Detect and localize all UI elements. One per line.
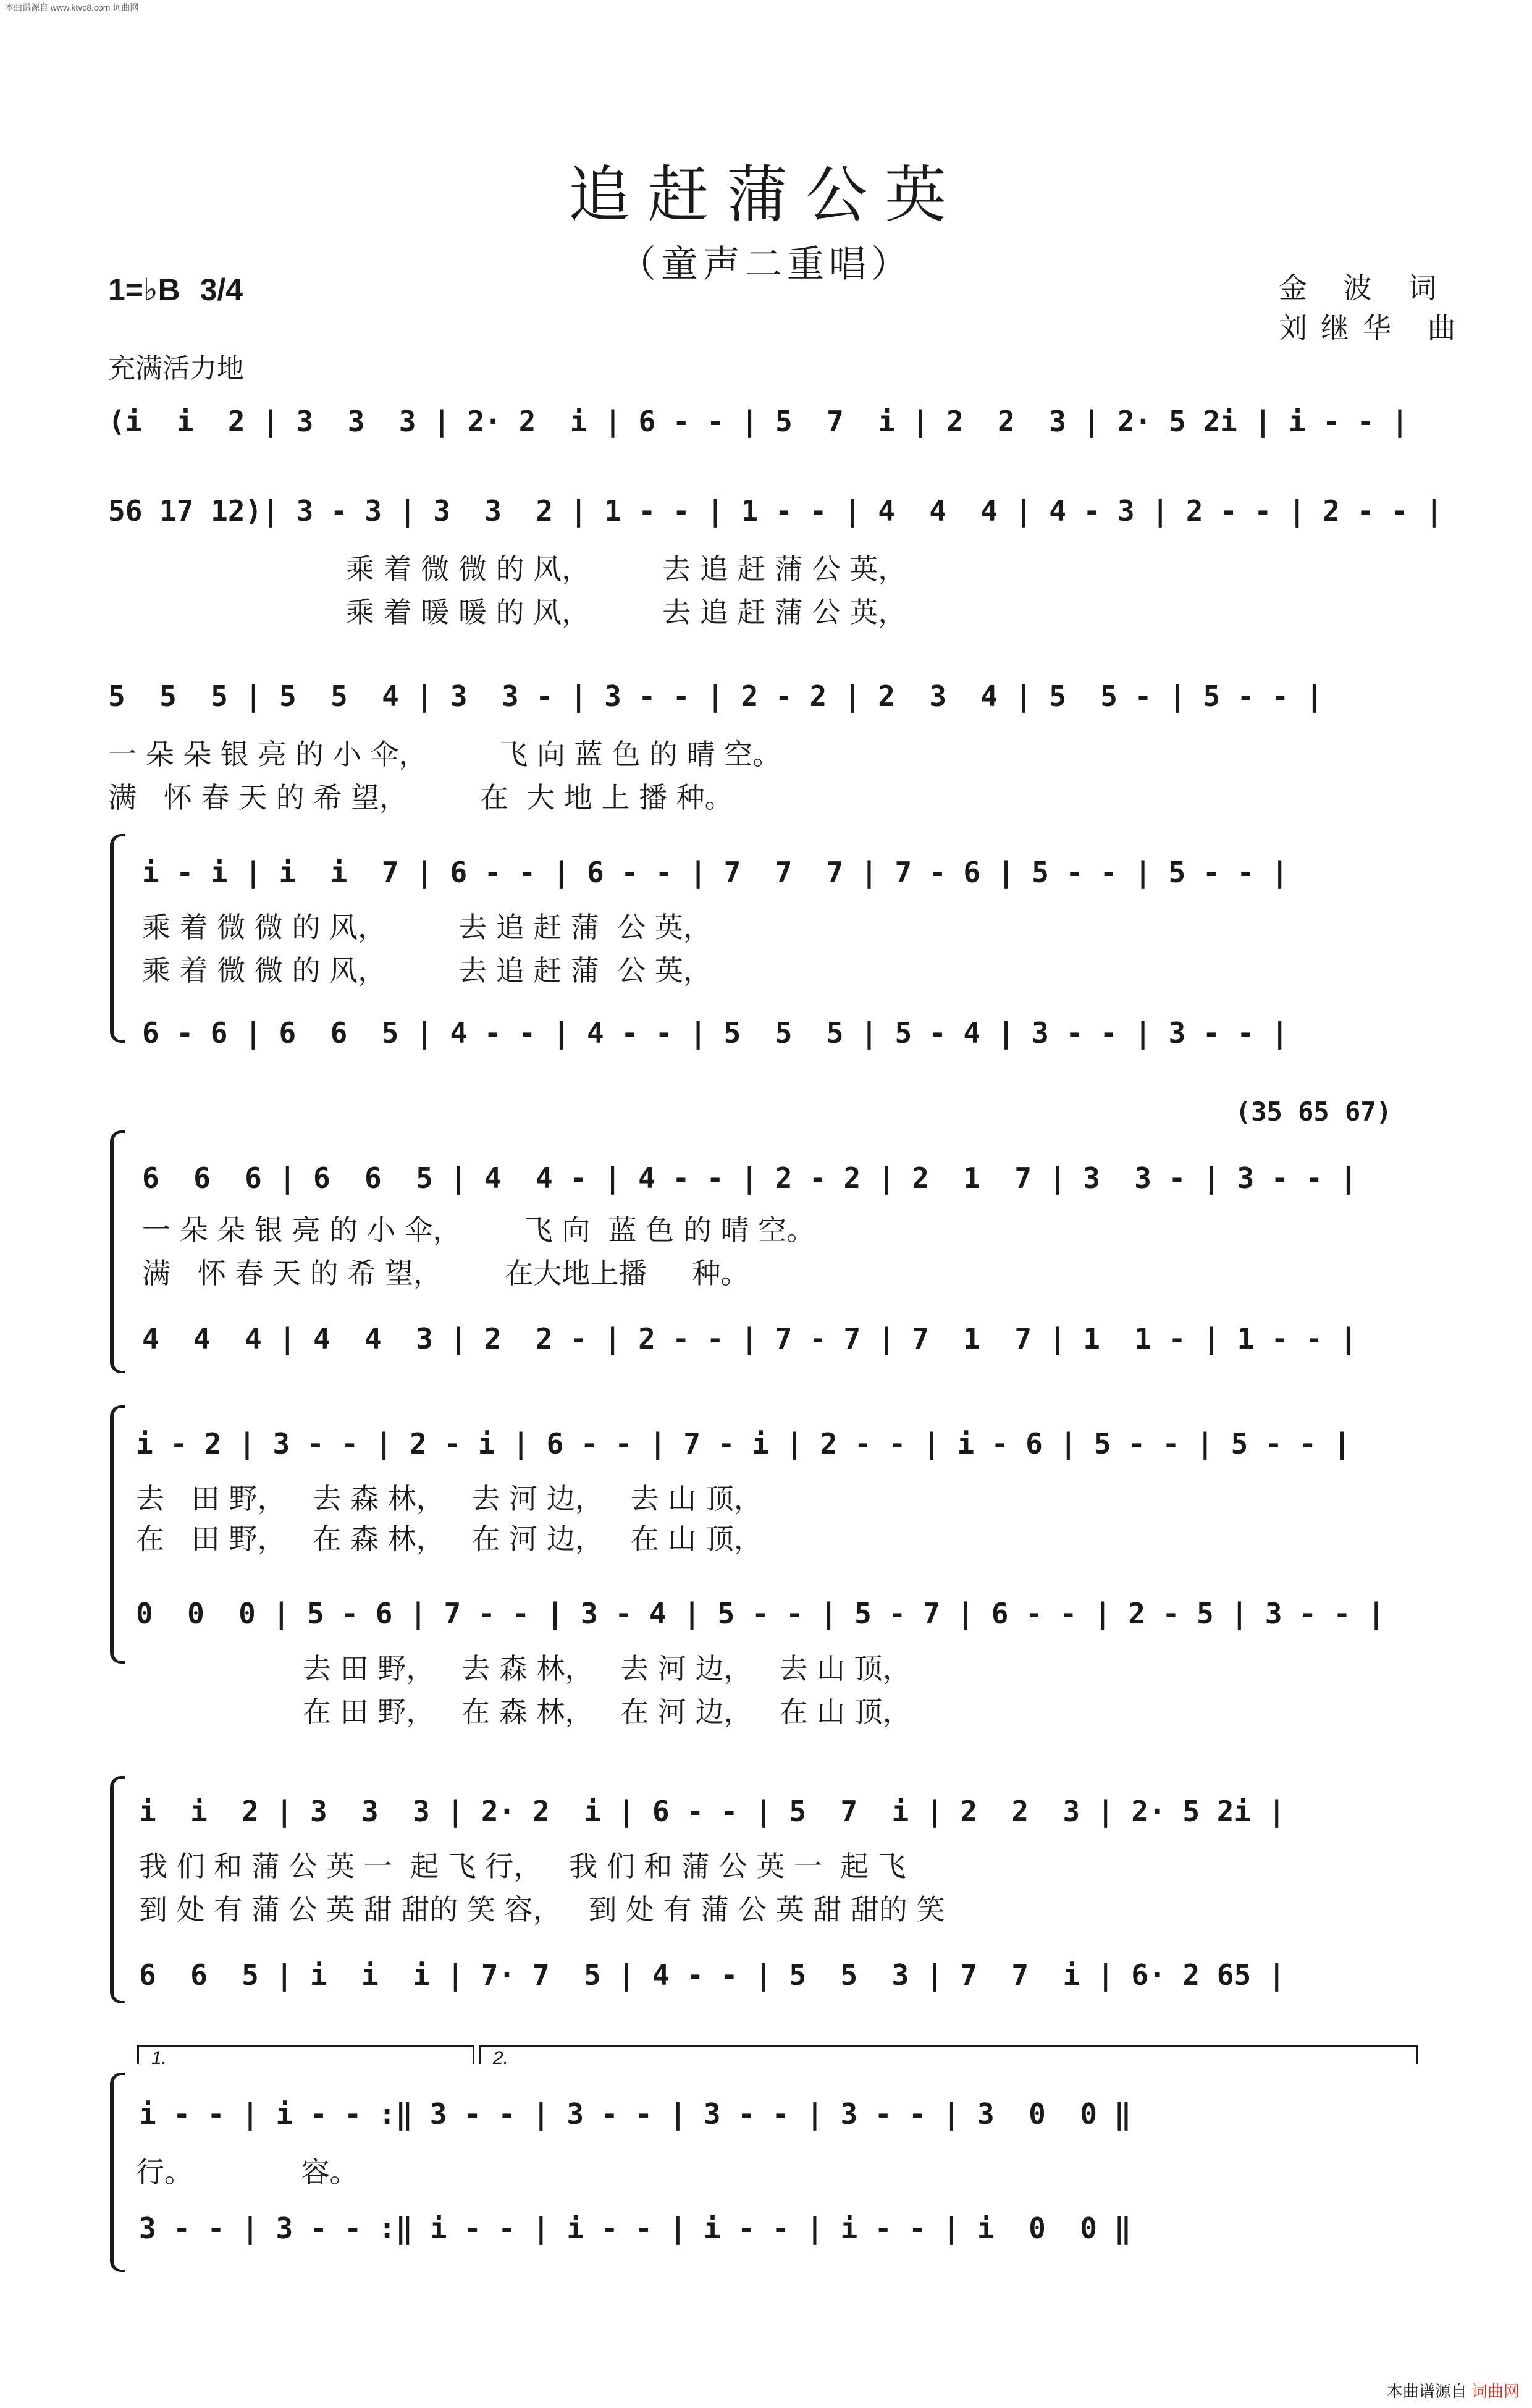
lyric-line: 在 田 野， 在 森 林， 在 河 边， 在 山 顶， bbox=[136, 1522, 762, 1556]
time-signature: 3/4 bbox=[200, 272, 243, 307]
notes-line-upper: i i 2 | 3 3 3 | 2· 2 i | 6 - - | 5 7 i | 2 2 3 | 2· 5 2i | bbox=[139, 1795, 1286, 1828]
notes-line-lower: 6 - 6 | 6 6 5 | 4 - - | 4 - - | 5 5 5 | 5 - 4 | 3 - - | 3 - - | bbox=[142, 1016, 1289, 1050]
lyric-line: 一 朵 朵 银 亮 的 小 伞， 飞 向 蓝 色 的 晴 空。 bbox=[142, 1213, 815, 1247]
notes-line-upper: i - 2 | 3 - - | 2 - i | 6 - - | 7 - i | 2 - - | i - 6 | 5 - - | 5 - - | bbox=[136, 1427, 1351, 1460]
brand-site: 词曲网 bbox=[1471, 2382, 1520, 2401]
lyric-line: 在 田 野， 在 森 林， 在 河 边， 在 山 顶， bbox=[303, 1695, 911, 1728]
volta-label: 2. bbox=[493, 2048, 509, 2068]
tempo-marking: 充满活力地 bbox=[108, 353, 244, 384]
system-brace bbox=[110, 2073, 125, 2272]
lyric-line: 乘 着 微 微 的 风， 去 追 赶 蒲 公 英， bbox=[142, 954, 712, 987]
system-brace bbox=[110, 1405, 125, 1664]
song-title: 追赶蒲公英 bbox=[568, 159, 964, 231]
brand-source: 本曲谱源自 bbox=[1386, 2382, 1467, 2401]
lyric-line: 一 朵 朵 银 亮 的 小 伞， 飞 向 蓝 色 的 晴 空。 bbox=[108, 738, 781, 771]
lyric-line: 行。 容。 bbox=[136, 2155, 358, 2189]
lyric-line: 我 们 和 蒲 公 英 一 起 飞 行， 我 们 和 蒲 公 英 一 起 飞 bbox=[139, 1850, 906, 1883]
key-label: 1=♭B bbox=[108, 272, 180, 307]
lyric-line: 乘 着 微 微 的 风， 去 追 赶 蒲 公 英， bbox=[142, 911, 712, 944]
notes-line-lower: 0 0 0 | 5 - 6 | 7 - - | 3 - 4 | 5 - - | 5 - 7 | 6 - - | 2 - 5 | 3 - - | bbox=[136, 1597, 1385, 1630]
lyric-line: 去 田 野， 去 森 林， 去 河 边， 去 山 顶， bbox=[303, 1652, 911, 1685]
composer-credit: 刘继华 曲 bbox=[1279, 311, 1470, 345]
notes-line-upper: 6 6 6 | 6 6 5 | 4 4 - | 4 - - | 2 - 2 | 2 1 7 | 3 3 - | 3 - - | bbox=[142, 1161, 1357, 1195]
notes-line-lower: 6 6 5 | i i i | 7· 7 5 | 4 - - | 5 5 3 | 7 7 i | 6· 2 65 | bbox=[139, 1958, 1286, 1992]
system-brace bbox=[110, 1130, 125, 1373]
song-subtitle: （童声二重唱） bbox=[619, 243, 913, 286]
volta-first-ending bbox=[137, 2045, 474, 2068]
top-watermark: 本曲谱源自 www.ktvc8.com 词曲网 bbox=[5, 2, 139, 12]
key-signature bbox=[108, 272, 243, 308]
notes-line-lower: 3 - - | 3 - - :‖ i - - | i - - | i - - | i - - | i 0 0 ‖ bbox=[139, 2212, 1132, 2245]
lyric-line: 满 怀 春 天 的 希 望， 在 大 地 上 播 种。 bbox=[108, 781, 733, 814]
lyric-line: 去 田 野， 去 森 林， 去 河 边， 去 山 顶， bbox=[136, 1482, 762, 1515]
footer-brand bbox=[1387, 2379, 1520, 2402]
pickup-notes: (35 65 67) bbox=[1235, 1097, 1392, 1127]
notes-line: 5 5 5 | 5 5 4 | 3 3 - | 3 - - | 2 - 2 | 2 3 4 | 5 5 - | 5 - - | bbox=[108, 680, 1323, 713]
notes-line: (i i 2 | 3 3 3 | 2· 2 i | 6 - - | 5 7 i | 2 2 3 | 2· 5 2i | i - - | bbox=[108, 405, 1408, 438]
volta-second-ending bbox=[479, 2045, 1418, 2068]
notes-line-upper: i - i | i i 7 | 6 - - | 6 - - | 7 7 7 | 7 - 6 | 5 - - | 5 - - | bbox=[142, 856, 1289, 889]
notes-line: 56 17 12)| 3 - 3 | 3 3 2 | 1 - - | 1 - - | 4 4 4 | 4 - 3 | 2 - - | 2 - - | bbox=[108, 494, 1443, 528]
system-brace bbox=[110, 1776, 125, 2003]
lyric-line: 乘 着 暖 暖 的 风， 去 追 赶 蒲 公 英， bbox=[346, 596, 907, 629]
notes-line-upper: i - - | i - - :‖ 3 - - | 3 - - | 3 - - | 3 - - | 3 0 0 ‖ bbox=[139, 2097, 1132, 2131]
lyric-line: 满 怀 春 天 的 希 望， 在大地上播 种。 bbox=[142, 1257, 749, 1290]
system-brace bbox=[110, 834, 125, 1043]
notes-line-lower: 4 4 4 | 4 4 3 | 2 2 - | 2 - - | 7 - 7 | 7 1 7 | 1 1 - | 1 - - | bbox=[142, 1322, 1357, 1355]
lyricist-credit: 金 波 词 bbox=[1279, 271, 1450, 305]
lyric-line: 乘 着 微 微 的 风， 去 追 赶 蒲 公 英， bbox=[346, 552, 907, 586]
volta-label: 1. bbox=[151, 2048, 167, 2068]
lyric-line: 到 处 有 蒲 公 英 甜 甜的 笑 容， 到 处 有 蒲 公 英 甜 甜的 笑 bbox=[139, 1893, 945, 1926]
